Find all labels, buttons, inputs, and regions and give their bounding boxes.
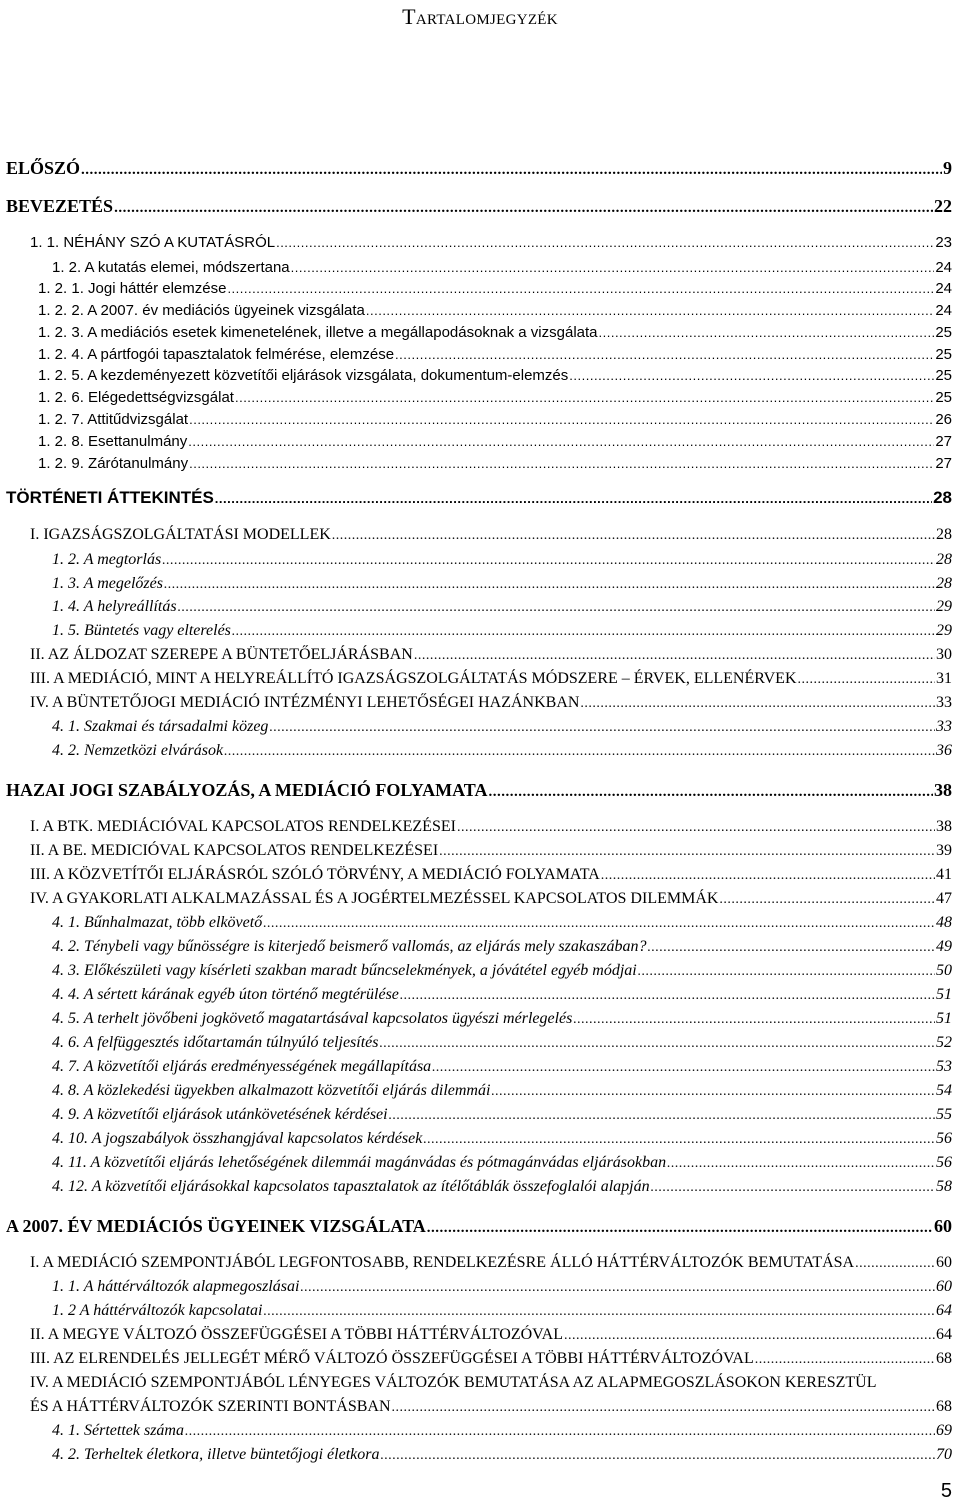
toc-entry[interactable] xyxy=(38,411,952,428)
toc-entry-page: 29 xyxy=(936,622,952,639)
toc-entry-text: HAZAI JOGI SZABÁLYOZÁS, A MEDIÁCIÓ FOLYAMATA xyxy=(6,780,488,800)
toc-entry[interactable] xyxy=(52,1106,952,1124)
toc-entry-text: BEVEZETÉS xyxy=(6,196,114,216)
toc-entry-page: 49 xyxy=(936,938,952,955)
toc-entry-text: ELŐSZÓ xyxy=(6,158,81,178)
toc-entry[interactable] xyxy=(30,866,952,884)
toc-entry-page: 69 xyxy=(936,1422,952,1439)
toc-entry-text: 1. 5. Büntetés vagy elterelés xyxy=(52,622,231,639)
toc-leader xyxy=(427,1220,933,1237)
toc-leader xyxy=(423,1132,935,1148)
toc-entry-page: 33 xyxy=(936,694,952,711)
toc-entry[interactable] xyxy=(52,1130,952,1148)
toc-leader xyxy=(178,600,935,616)
toc-entry-text: 4. 7. A közvetítői eljárás eredményességének megállapítása xyxy=(52,1058,432,1075)
toc-entry-text: 4. 1. Bűnhalmazat, több elkövető xyxy=(52,914,263,931)
toc-entry[interactable] xyxy=(52,259,952,276)
toc-leader xyxy=(647,940,935,956)
toc-entry-text: 4. 3. Előkészületi vagy kísérleti szakban maradt bűncselekmények, a jóvátétel egyéb módjai xyxy=(52,962,637,979)
toc-entry[interactable] xyxy=(52,742,952,760)
toc-entry-page: 60 xyxy=(936,1278,952,1295)
toc-entry-text: 1. 2. 9. Zárótanulmány xyxy=(38,455,189,472)
toc-entry-page: 25 xyxy=(935,324,952,341)
toc-leader xyxy=(227,281,934,296)
toc-entry-text: 1. 2. 4. A pártfogói tapasztalatok felmérése, elemzése xyxy=(38,346,395,363)
toc-leader xyxy=(573,1012,935,1028)
toc-entry-text: 4. 12. A közvetítői eljárásokkal kapcsolatos tapasztalatok az ítélőtáblák összefoglalói alapján xyxy=(52,1178,650,1195)
toc-leader xyxy=(224,744,935,760)
toc-entry[interactable] xyxy=(38,367,952,384)
toc-leader xyxy=(332,528,935,544)
toc-entry-text: III. A MEDIÁCIÓ, MINT A HELYREÁLLÍTÓ IGAZSÁGSZOLGÁLTATÁS MÓDSZERE – ÉRVEK, ELLENÉRVEK xyxy=(30,670,797,687)
toc-entry[interactable] xyxy=(6,780,952,801)
toc-entry-text: ÉS A HÁTTÉRVÁLTOZÓK SZERINTI BONTÁSBAN xyxy=(30,1398,391,1415)
toc-entry-text: 1. 2. 2. A 2007. év mediációs ügyeinek vizsgálata xyxy=(38,302,365,319)
toc-entry-text: 1. 2. 6. Elégedettségvizsgálat xyxy=(38,389,234,406)
toc-entry-page: 50 xyxy=(936,962,952,979)
toc-leader xyxy=(569,368,934,383)
toc-leader xyxy=(269,720,935,736)
toc-leader xyxy=(81,162,942,179)
toc-entry-text: 4. 6. A felfüggesztés időtartamán túlnyúló teljesítés xyxy=(52,1034,379,1051)
toc-entry[interactable] xyxy=(52,986,952,1004)
toc-entry[interactable] xyxy=(38,346,952,363)
toc-entry-page: 53 xyxy=(936,1058,952,1075)
toc-leader xyxy=(400,988,935,1004)
toc-leader xyxy=(380,1036,936,1052)
toc-entry-text: 1. 2. A kutatás elemei, módszertana xyxy=(52,259,290,276)
toc-leader xyxy=(164,577,935,593)
toc-entry-text: IV. A GYAKORLATI ALKALMAZÁSSAL ÉS A JOGÉRTELMEZÉSSEL KAPCSOLATOS DILEMMÁK xyxy=(30,890,719,907)
toc-leader xyxy=(432,1060,935,1076)
toc-leader xyxy=(601,868,935,884)
toc-entry-text: 4. 5. A terhelt jövőbeni jogkövető magatartásával kapcsolatos ügyészi mérlegelés xyxy=(52,1010,573,1027)
toc-entry[interactable] xyxy=(52,1446,952,1464)
toc-entry-text: 1. 2. 8. Esettanulmány xyxy=(38,433,188,450)
toc-entry-page: 25 xyxy=(935,367,952,384)
toc-entry-text: 1. 1. A háttérváltozók alapmegoszlásai xyxy=(52,1278,300,1295)
toc-entry-page: 47 xyxy=(936,890,952,907)
toc-entry-text: 1. 2. 7. Attitűdvizsgálat xyxy=(38,411,189,428)
toc-entry-text: 1. 2. 3. A mediációs esetek kimenetelének, illetve a megállapodásoknak a vizsgálata xyxy=(38,324,598,341)
toc-leader xyxy=(162,553,935,569)
toc-entry-page: 68 xyxy=(936,1350,952,1367)
toc-entry[interactable] xyxy=(52,622,952,640)
toc-leader xyxy=(638,964,935,980)
toc-entry-page: 68 xyxy=(936,1398,952,1415)
toc-entry-text: 4. 1. Szakmai és társadalmi közeg xyxy=(52,718,269,735)
toc-entry[interactable] xyxy=(52,1302,952,1320)
toc-leader xyxy=(395,347,934,362)
toc-leader xyxy=(185,1424,935,1440)
toc-entry-page: 24 xyxy=(935,259,952,276)
toc-entry-page: 27 xyxy=(935,433,952,450)
toc-leader xyxy=(392,1400,935,1416)
toc-entry[interactable] xyxy=(6,158,952,179)
toc-leader xyxy=(291,260,935,275)
toc-entry[interactable] xyxy=(38,389,952,406)
toc-leader xyxy=(667,1156,935,1172)
page-number: 5 xyxy=(940,1480,952,1502)
toc-leader xyxy=(276,235,934,250)
toc-entry[interactable] xyxy=(30,694,952,712)
toc-entry[interactable] xyxy=(38,324,952,341)
toc-entry-page: 24 xyxy=(935,302,952,319)
toc-entry[interactable] xyxy=(30,670,952,688)
toc-leader xyxy=(439,844,935,860)
toc-leader xyxy=(189,412,934,427)
toc-leader xyxy=(855,1256,935,1272)
toc-entry[interactable] xyxy=(52,1422,952,1440)
toc-leader xyxy=(488,784,933,801)
toc-leader xyxy=(564,1328,935,1344)
toc-entry-text: 4. 9. A közvetítői eljárások utánkövetésének kérdései xyxy=(52,1106,388,1123)
toc-leader xyxy=(580,696,935,712)
toc-entry[interactable] xyxy=(52,1010,952,1028)
toc-leader xyxy=(366,303,934,318)
toc-leader xyxy=(599,325,935,340)
toc-entry-page: 60 xyxy=(934,1216,952,1236)
toc-leader xyxy=(232,624,935,640)
toc-entry[interactable] xyxy=(30,1350,952,1368)
toc-entry[interactable] xyxy=(52,551,952,569)
toc-entry[interactable] xyxy=(30,646,952,664)
toc-entry-text: III. AZ ELRENDELÉS JELLEGÉT MÉRŐ VÁLTOZÓ ÖSSZEFÜGGÉSEI A TÖBBI HÁTTÉRVÁLTOZÓVAL xyxy=(30,1350,754,1367)
toc-entry-page: 29 xyxy=(936,598,952,615)
toc-entry-page: 38 xyxy=(934,780,952,800)
toc-entry-text: I. A BTK. MEDIÁCIÓVAL KAPCSOLATOS RENDELKEZÉSEI xyxy=(30,818,456,835)
toc-entry-page: 52 xyxy=(936,1034,952,1051)
toc-entry-page: 60 xyxy=(936,1254,952,1271)
toc-entry[interactable] xyxy=(52,718,952,736)
toc-entry[interactable] xyxy=(52,1034,952,1052)
toc-entry-text: 4. 11. A közvetítői eljárás lehetőségének dilemmái magánvádas és pótmagánvádas eljárásokban xyxy=(52,1154,667,1171)
toc-leader xyxy=(719,892,935,908)
toc-leader xyxy=(414,648,935,664)
toc-entry-page: 64 xyxy=(936,1302,952,1319)
toc-entry-page: 33 xyxy=(936,718,952,735)
toc-entry-text: I. IGAZSÁGSZOLGÁLTATÁSI MODELLEK xyxy=(30,526,331,543)
toc-entry-text: 1. 1. NÉHÁNY SZÓ A KUTATÁSRÓL xyxy=(30,234,276,251)
toc-entry-page: 25 xyxy=(935,346,952,363)
toc-entry[interactable] xyxy=(52,938,952,956)
toc-entry[interactable] xyxy=(38,433,952,450)
toc-entry-text: 1. 2. 1. Jogi háttér elemzése xyxy=(38,280,227,297)
toc-entry[interactable] xyxy=(52,1178,952,1196)
toc-entry-page: 55 xyxy=(936,1106,952,1123)
toc-entry[interactable] xyxy=(38,302,952,319)
toc-entry-page: 22 xyxy=(934,196,952,216)
toc-entry[interactable] xyxy=(52,1082,952,1100)
toc-entry[interactable] xyxy=(52,1154,952,1172)
toc-entry-page: 64 xyxy=(936,1326,952,1343)
toc-entry-text: II. AZ ÁLDOZAT SZEREPE A BÜNTETŐELJÁRÁSBAN xyxy=(30,646,413,663)
toc-leader xyxy=(798,672,935,688)
toc-entry[interactable] xyxy=(30,1326,952,1344)
toc-entry-text: 1. 2. A megtorlás xyxy=(52,551,162,568)
toc-entry-page: 24 xyxy=(935,280,952,297)
toc-entry-text: 4. 1. Sértettek száma xyxy=(52,1422,184,1439)
toc-entry-page: 70 xyxy=(936,1446,952,1463)
toc-entry[interactable] xyxy=(6,488,952,508)
toc-entry[interactable] xyxy=(30,526,952,544)
toc-entry-text: I. A MEDIÁCIÓ SZEMPONTJÁBÓL LEGFONTOSABB, RENDELKEZÉSRE ÁLLÓ HÁTTÉRVÁLTOZÓK BEMUTATÁSA xyxy=(30,1254,855,1271)
toc-entry-text: A 2007. ÉV MEDIÁCIÓS ÜGYEINEK VIZSGÁLATA xyxy=(6,1216,426,1236)
toc-entry-page: 26 xyxy=(935,411,952,428)
toc-entry-page: 51 xyxy=(936,986,952,1003)
toc-leader xyxy=(755,1352,935,1368)
toc-entry-page: 39 xyxy=(936,842,952,859)
toc-entry-page: 28 xyxy=(936,551,952,568)
toc-entry[interactable] xyxy=(52,914,952,932)
toc-leader xyxy=(188,434,934,449)
toc-entry-page: 48 xyxy=(936,914,952,931)
toc-entry-page: 27 xyxy=(935,455,952,472)
toc-leader xyxy=(235,390,934,405)
toc-entry-text: IV. A BÜNTETŐJOGI MEDIÁCIÓ INTÉZMÉNYI LEHETŐSÉGEI HAZÁNKBAN xyxy=(30,694,580,711)
toc-entry-text: II. A MEGYE VÁLTOZÓ ÖSSZEFÜGGÉSEI A TÖBBI HÁTTÉRVÁLTOZÓVAL xyxy=(30,1326,563,1343)
toc-leader xyxy=(491,1084,935,1100)
toc-entry[interactable] xyxy=(52,962,952,980)
toc-entry-page: 28 xyxy=(933,488,952,507)
toc-entry[interactable] xyxy=(30,234,952,251)
toc-entry-text: 1. 4. A helyreállítás xyxy=(52,598,177,615)
toc-leader xyxy=(389,1108,935,1124)
toc-leader xyxy=(380,1448,935,1464)
toc-entry-page: 36 xyxy=(936,742,952,759)
toc-entry-page: 28 xyxy=(936,526,952,543)
toc-entry-page: 31 xyxy=(936,670,952,687)
toc-leader xyxy=(300,1280,935,1296)
toc-entry[interactable] xyxy=(6,1216,952,1237)
toc-entry-text: III. A KÖZVETÍTŐI ELJÁRÁSRÓL SZÓLÓ TÖRVÉNY, A MEDIÁCIÓ FOLYAMATA xyxy=(30,866,600,883)
toc-entry[interactable] xyxy=(52,1278,952,1296)
toc-entry[interactable] xyxy=(30,818,952,836)
toc-entry[interactable] xyxy=(52,598,952,616)
toc-leader xyxy=(457,820,935,836)
toc-leader xyxy=(651,1180,935,1196)
toc-entry[interactable] xyxy=(30,1398,952,1416)
toc-entry[interactable] xyxy=(38,280,952,297)
toc-entry-text: 4. 2. Nemzetközi elvárások xyxy=(52,742,224,759)
toc-entry[interactable] xyxy=(38,455,952,472)
toc-entry-page: 41 xyxy=(936,866,952,883)
toc-entry-text: 4. 2. Ténybeli vagy bűnösségre is kiterjedő beismerő vallomás, az eljárás mely szakaszában? xyxy=(52,938,647,955)
toc-entry[interactable] xyxy=(30,890,952,908)
toc-entry-text: 4. 2. Terheltek életkora, illetve büntetőjogi életkora xyxy=(52,1446,380,1463)
toc-entry-page: 51 xyxy=(936,1010,952,1027)
toc-entry-page: 56 xyxy=(936,1130,952,1147)
toc-entry-page: 56 xyxy=(936,1154,952,1171)
toc-entry-page: 58 xyxy=(936,1178,952,1195)
toc-leader xyxy=(264,1304,936,1320)
toc-entry-text: TÖRTÉNETI ÁTTEKINTÉS xyxy=(6,488,214,507)
toc-entry-text: II. A BE. MEDICIÓVAL KAPCSOLATOS RENDELKEZÉSEI xyxy=(30,842,439,859)
toc-leader xyxy=(263,916,935,932)
toc-entry-page: 28 xyxy=(936,575,952,592)
toc-entry-text: 1. 2 A háttérváltozók kapcsolatai xyxy=(52,1302,263,1319)
toc-entry[interactable] xyxy=(52,1058,952,1076)
toc-title: Tartalomjegyzék xyxy=(402,4,558,29)
toc-entry-text: 4. 8. A közlekedési ügyekben alkalmazott közvetítői eljárás dilemmái xyxy=(52,1082,491,1099)
toc-entry-text: 1. 2. 5. A kezdeményezett közvetítői eljárások vizsgálata, dokumentum-elemzés xyxy=(38,367,569,384)
toc-entry[interactable] xyxy=(30,842,952,860)
toc-leader xyxy=(114,200,933,217)
toc-entry-page: 25 xyxy=(935,389,952,406)
toc-entry[interactable] xyxy=(6,196,952,217)
toc-entry-page: 9 xyxy=(943,158,952,178)
toc-entry-text: 4. 4. A sértett kárának egyéb úton történő megtérülése xyxy=(52,986,399,1003)
toc-entry-wrapped-line[interactable]: IV. A MEDIÁCIÓ SZEMPONTJÁBÓL LÉNYEGES VÁLTOZÓK BEMUTATÁSA AZ ALAPMEGOSZLÁSOKON KERESZTÜL xyxy=(30,1374,877,1391)
toc-entry-page: 30 xyxy=(936,646,952,663)
toc-entry[interactable] xyxy=(30,1254,952,1272)
toc-entry-text: 4. 10. A jogszabályok összhangjával kapcsolatos kérdések xyxy=(52,1130,423,1147)
toc-leader xyxy=(215,491,932,506)
toc-entry-text: 1. 3. A megelőzés xyxy=(52,575,163,592)
toc-entry-page: 23 xyxy=(935,234,952,251)
toc-entry-page: 54 xyxy=(936,1082,952,1099)
toc-leader xyxy=(189,456,934,471)
toc-entry[interactable] xyxy=(52,575,952,593)
toc-entry-page: 38 xyxy=(936,818,952,835)
